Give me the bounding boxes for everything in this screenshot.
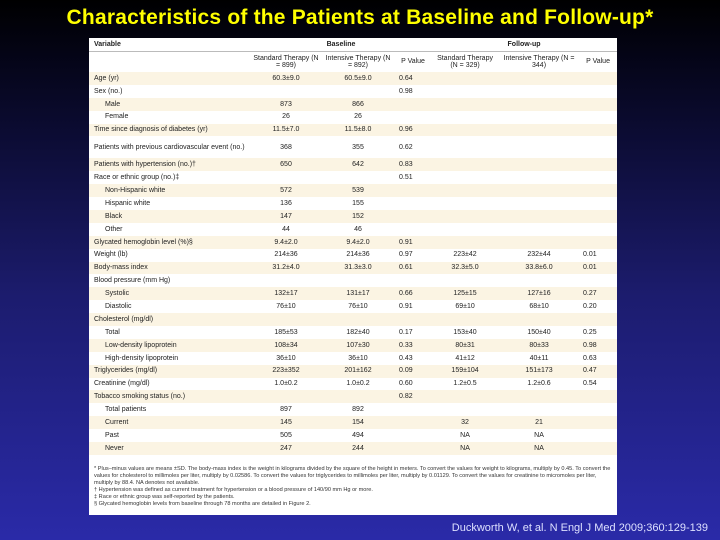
- table-row: [89, 184, 617, 197]
- baseline-intensive-cell: 214±36: [346, 251, 370, 259]
- followup-standard-cell: [431, 236, 499, 249]
- row-label: Age (yr): [94, 74, 119, 82]
- followup-pvalue-cell: 0.54: [583, 380, 597, 388]
- followup-pvalue-cell: [579, 124, 617, 137]
- followup-pvalue-cell: [579, 158, 617, 171]
- table-row: [89, 300, 617, 313]
- baseline-standard-cell: 147: [280, 212, 292, 220]
- row-label: Creatinine (mg/dl): [94, 380, 150, 388]
- row-label: Cholesterol (mg/dl): [94, 315, 154, 323]
- followup-pvalue-cell: [579, 98, 617, 111]
- baseline-intensive-cell: 107±30: [346, 341, 370, 349]
- followup-standard-cell: [431, 85, 499, 98]
- baseline-pvalue-cell: [395, 197, 431, 210]
- row-label: Female: [105, 113, 129, 121]
- baseline-standard-cell: [251, 85, 321, 98]
- row-label: Time since diagnosis of diabetes (yr): [94, 126, 208, 134]
- table-panel: [89, 38, 617, 515]
- followup-standard-cell: 153±40: [453, 328, 477, 336]
- baseline-intensive-cell: 131±17: [346, 290, 370, 298]
- baseline-intensive-cell: [321, 274, 395, 287]
- followup-standard-cell: [431, 98, 499, 111]
- baseline-standard-cell: 9.4±2.0: [274, 238, 298, 246]
- baseline-standard-cell: 572: [280, 187, 292, 194]
- baseline-intensive-cell: 1.0±0.2: [346, 380, 370, 388]
- baseline-pvalue-cell: 0.97: [399, 251, 413, 259]
- table-row: [89, 197, 617, 210]
- followup-intensive-cell: [499, 236, 579, 249]
- baseline-pvalue-cell: [395, 274, 431, 287]
- table-row: [89, 313, 617, 326]
- baseline-intensive-cell: 892: [352, 406, 364, 414]
- followup-pvalue-cell: [579, 111, 617, 124]
- table-row: [89, 442, 617, 455]
- footnote: ‡ Race or ethnic group was self-reported by the patients.: [94, 494, 235, 500]
- table-row: [89, 111, 617, 124]
- row-label: Past: [105, 431, 120, 439]
- followup-pvalue-cell: [579, 416, 617, 429]
- followup-standard-cell: [431, 403, 499, 416]
- followup-pvalue-cell: [579, 171, 617, 184]
- baseline-pvalue-cell: 0.09: [399, 367, 413, 375]
- followup-standard-cell: 159±104: [451, 367, 479, 375]
- baseline-pvalue-cell: 0.60: [399, 380, 413, 388]
- baseline-intensive-cell: 11.5±8.0: [344, 126, 372, 134]
- baseline-intensive-cell: [321, 390, 395, 403]
- row-label: Other: [105, 225, 123, 233]
- citation: Duckworth W, et al. N Engl J Med 2009;360:129-139: [451, 522, 708, 534]
- row-label: Sex (no.): [94, 87, 123, 95]
- row-label: Triglycerides (mg/dl): [94, 367, 158, 375]
- followup-intensive-cell: 1.2±0.6: [527, 380, 551, 388]
- table-row: [89, 85, 617, 98]
- baseline-intensive-cell: 642: [352, 161, 364, 169]
- row-label: Patients with previous cardiovascular event (no.): [94, 143, 245, 151]
- baseline-pvalue-cell: [395, 313, 431, 326]
- followup-intensive-cell: 80±33: [529, 341, 549, 349]
- row-label: Race or ethnic group (no.)‡: [94, 174, 180, 182]
- table-row: [89, 210, 617, 223]
- baseline-standard-cell: 247: [280, 444, 292, 452]
- baseline-pvalue-cell: [395, 184, 431, 197]
- followup-intensive-cell: [499, 111, 579, 124]
- followup-pvalue-cell: [579, 223, 617, 236]
- baseline-intensive-cell: 26: [354, 113, 362, 121]
- row-label: Blood pressure (mm Hg): [94, 277, 171, 285]
- followup-intensive-cell: [499, 85, 579, 98]
- row-label: Diastolic: [105, 303, 132, 311]
- row-label: Systolic: [105, 290, 130, 298]
- followup-intensive-cell: 127±16: [527, 290, 551, 298]
- followup-intensive-cell: [499, 274, 579, 287]
- followup-standard-cell: [431, 390, 499, 403]
- baseline-intensive-cell: 355: [352, 143, 364, 151]
- table-row: [89, 287, 617, 300]
- table-row: [89, 124, 617, 137]
- followup-standard-cell: [431, 223, 499, 236]
- baseline-intensive-cell: [321, 171, 395, 184]
- baseline-standard-cell: [251, 171, 321, 184]
- table-row: [89, 365, 617, 378]
- baseline-intensive-cell: 46: [354, 225, 362, 233]
- header-followup-pvalue: P Value: [586, 58, 610, 66]
- row-label: Glycated hemoglobin level (%)§: [94, 238, 193, 246]
- baseline-pvalue-cell: [395, 416, 431, 429]
- baseline-intensive-cell: 155: [352, 199, 364, 207]
- table-row: [89, 378, 617, 391]
- table-row: [89, 416, 617, 429]
- followup-pvalue-cell: 0.27: [583, 290, 597, 298]
- baseline-standard-cell: 505: [280, 431, 292, 439]
- baseline-intensive-cell: 76±10: [348, 303, 368, 311]
- baseline-standard-cell: 60.3±9.0: [272, 74, 300, 82]
- baseline-standard-cell: 26: [282, 113, 290, 121]
- followup-pvalue-cell: [579, 72, 617, 85]
- followup-pvalue-cell: 0.25: [583, 328, 597, 336]
- baseline-standard-cell: 897: [280, 406, 292, 414]
- followup-standard-cell: [431, 111, 499, 124]
- baseline-standard-cell: [251, 313, 321, 326]
- followup-intensive-cell: 151±173: [525, 367, 553, 375]
- row-label: Total patients: [105, 406, 147, 414]
- table-row: [89, 403, 617, 416]
- followup-intensive-cell: NA: [534, 444, 544, 452]
- followup-standard-cell: NA: [460, 444, 470, 452]
- header-baseline: Baseline: [251, 38, 431, 52]
- row-label: Hispanic white: [105, 199, 151, 207]
- followup-pvalue-cell: 0.01: [583, 251, 597, 259]
- baseline-pvalue-cell: 0.62: [399, 143, 413, 151]
- baseline-intensive-cell: [321, 85, 395, 98]
- followup-standard-cell: 80±31: [455, 341, 475, 349]
- followup-intensive-cell: 40±11: [529, 354, 549, 362]
- followup-standard-cell: 32.3±5.0: [451, 264, 479, 272]
- followup-pvalue-cell: [579, 136, 617, 158]
- baseline-intensive-cell: 9.4±2.0: [346, 238, 370, 246]
- baseline-intensive-cell: 154: [352, 419, 364, 427]
- baseline-pvalue-cell: 0.91: [399, 238, 413, 246]
- header-followup-standard: Standard Therapy (N = 329): [437, 54, 493, 69]
- baseline-pvalue-cell: 0.91: [399, 303, 413, 311]
- row-label: Never: [105, 444, 124, 452]
- table-row: [89, 390, 617, 403]
- followup-standard-cell: 69±10: [455, 303, 475, 311]
- followup-intensive-cell: [499, 136, 579, 158]
- baseline-intensive-cell: 494: [352, 431, 364, 439]
- characteristics-table: [89, 38, 617, 455]
- table-row: [89, 223, 617, 236]
- baseline-pvalue-cell: 0.98: [399, 87, 413, 95]
- baseline-pvalue-cell: [395, 98, 431, 111]
- baseline-standard-cell: [251, 390, 321, 403]
- followup-standard-cell: 32: [461, 419, 469, 427]
- followup-pvalue-cell: [579, 184, 617, 197]
- followup-standard-cell: [431, 72, 499, 85]
- followup-intensive-cell: [499, 72, 579, 85]
- footnote: * Plus–minus values are means ±SD. The body-mass index is the weight in kilograms divided by the square of the height in meters. To convert the values for weight to kilograms, multiply by 0.45. To convert the values for cholesterol to millimoles per liter, multiply by 0.02586. To convert the values for triglycerides to millimoles per liter, multiply by 0.01129. To convert the values for creatinine to micromoles per liter, multiply by 88.4. NA denotes not available.: [94, 466, 611, 486]
- followup-pvalue-cell: [579, 403, 617, 416]
- baseline-intensive-cell: 244: [352, 444, 364, 452]
- followup-standard-cell: [431, 184, 499, 197]
- table-row: [89, 72, 617, 85]
- baseline-pvalue-cell: 0.83: [399, 161, 413, 169]
- followup-intensive-cell: [499, 171, 579, 184]
- row-label: Tobacco smoking status (no.): [94, 393, 186, 401]
- followup-intensive-cell: NA: [534, 431, 544, 439]
- header-baseline-standard: Standard Therapy (N = 899): [253, 54, 319, 69]
- header-followup-intensive: Intensive Therapy (N = 344): [503, 54, 575, 69]
- baseline-pvalue-cell: 0.43: [399, 354, 413, 362]
- followup-pvalue-cell: 0.63: [583, 354, 597, 362]
- baseline-pvalue-cell: 0.66: [399, 290, 413, 298]
- followup-intensive-cell: 21: [535, 419, 543, 427]
- followup-standard-cell: NA: [460, 431, 470, 439]
- row-label: Low-density lipoprotein: [105, 341, 177, 349]
- followup-standard-cell: 125±15: [453, 290, 477, 298]
- header-variable: Variable: [89, 38, 251, 52]
- baseline-intensive-cell: 60.5±9.0: [344, 74, 372, 82]
- baseline-intensive-cell: 36±10: [348, 354, 368, 362]
- baseline-pvalue-cell: [395, 111, 431, 124]
- footnote: † Hypertension was defined as current treatment for hypertension or a blood pressure of 140/90 mm Hg or more.: [94, 487, 373, 493]
- row-label: High-density lipoprotein: [105, 354, 179, 362]
- followup-standard-cell: [431, 136, 499, 158]
- followup-intensive-cell: [499, 158, 579, 171]
- baseline-standard-cell: 76±10: [276, 303, 296, 311]
- table-row: [89, 262, 617, 275]
- followup-intensive-cell: [499, 124, 579, 137]
- table-row: [89, 352, 617, 365]
- followup-standard-cell: [431, 124, 499, 137]
- followup-intensive-cell: [499, 184, 579, 197]
- baseline-pvalue-cell: 0.82: [399, 393, 413, 401]
- baseline-standard-cell: 132±17: [274, 290, 298, 298]
- baseline-intensive-cell: 866: [352, 100, 364, 108]
- baseline-pvalue-cell: 0.64: [399, 74, 413, 82]
- followup-standard-cell: [431, 210, 499, 223]
- baseline-intensive-cell: 152: [352, 212, 364, 220]
- baseline-standard-cell: 136: [280, 199, 292, 207]
- table-body: [89, 72, 617, 455]
- followup-pvalue-cell: [579, 85, 617, 98]
- baseline-pvalue-cell: 0.33: [399, 341, 413, 349]
- footnote: § Glycated hemoglobin levels from baseline through 78 months are detailed in Figure 2.: [94, 501, 311, 507]
- table-row: [89, 249, 617, 262]
- followup-pvalue-cell: [579, 197, 617, 210]
- followup-pvalue-cell: 0.98: [583, 341, 597, 349]
- baseline-standard-cell: 1.0±0.2: [274, 380, 298, 388]
- followup-pvalue-cell: [579, 429, 617, 442]
- baseline-standard-cell: 185±53: [274, 328, 298, 336]
- baseline-standard-cell: 145: [280, 419, 292, 427]
- followup-pvalue-cell: [579, 313, 617, 326]
- row-label: Weight (lb): [94, 251, 128, 259]
- followup-pvalue-cell: [579, 274, 617, 287]
- baseline-intensive-cell: 31.3±3.0: [344, 264, 372, 272]
- followup-intensive-cell: [499, 390, 579, 403]
- baseline-pvalue-cell: [395, 429, 431, 442]
- followup-intensive-cell: 68±10: [529, 303, 549, 311]
- table-row: [89, 274, 617, 287]
- followup-pvalue-cell: [579, 210, 617, 223]
- baseline-pvalue-cell: [395, 442, 431, 455]
- baseline-standard-cell: 873: [280, 100, 292, 108]
- header-baseline-pvalue: P Value: [401, 58, 425, 66]
- baseline-intensive-cell: [321, 313, 395, 326]
- table-row: [89, 326, 617, 339]
- baseline-pvalue-cell: [395, 223, 431, 236]
- followup-intensive-cell: 150±40: [527, 328, 551, 336]
- table-row: [89, 339, 617, 352]
- baseline-pvalue-cell: 0.96: [399, 126, 413, 134]
- table-row: [89, 236, 617, 249]
- baseline-pvalue-cell: 0.61: [399, 264, 413, 272]
- followup-intensive-cell: 33.8±6.0: [525, 264, 553, 272]
- table-row: [89, 158, 617, 171]
- baseline-intensive-cell: 539: [352, 187, 364, 194]
- row-label: Non-Hispanic white: [105, 187, 166, 194]
- followup-intensive-cell: 232±44: [527, 251, 551, 259]
- table-row: [89, 98, 617, 111]
- baseline-intensive-cell: 182±40: [346, 328, 370, 336]
- followup-standard-cell: [431, 197, 499, 210]
- baseline-standard-cell: 650: [280, 161, 292, 169]
- followup-pvalue-cell: 0.20: [583, 303, 597, 311]
- row-label: Total: [105, 328, 120, 336]
- row-label: Current: [105, 419, 129, 427]
- followup-pvalue-cell: 0.47: [583, 367, 597, 375]
- baseline-standard-cell: 223±352: [272, 367, 300, 375]
- followup-pvalue-cell: [579, 390, 617, 403]
- table-row: [89, 136, 617, 158]
- followup-standard-cell: [431, 171, 499, 184]
- followup-standard-cell: 41±12: [455, 354, 475, 362]
- baseline-intensive-cell: 201±162: [344, 367, 372, 375]
- row-label: Patients with hypertension (no.)†: [94, 161, 196, 169]
- row-label: Male: [105, 100, 121, 108]
- table-row: [89, 171, 617, 184]
- header-followup: Follow-up: [431, 38, 617, 52]
- followup-intensive-cell: [499, 223, 579, 236]
- followup-standard-cell: [431, 158, 499, 171]
- followup-intensive-cell: [499, 197, 579, 210]
- followup-standard-cell: 223±42: [453, 251, 477, 259]
- baseline-standard-cell: 11.5±7.0: [272, 126, 300, 134]
- followup-pvalue-cell: [579, 442, 617, 455]
- followup-intensive-cell: [499, 210, 579, 223]
- baseline-standard-cell: 31.2±4.0: [272, 264, 300, 272]
- header-baseline-intensive: Intensive Therapy (N = 892): [325, 54, 391, 69]
- baseline-pvalue-cell: [395, 403, 431, 416]
- baseline-standard-cell: 214±36: [274, 251, 298, 259]
- baseline-pvalue-cell: 0.51: [399, 174, 413, 182]
- followup-intensive-cell: [499, 98, 579, 111]
- baseline-standard-cell: [251, 274, 321, 287]
- row-label: Black: [105, 212, 123, 220]
- baseline-standard-cell: 44: [282, 225, 290, 233]
- baseline-standard-cell: 36±10: [276, 354, 296, 362]
- followup-standard-cell: 1.2±0.5: [453, 380, 477, 388]
- followup-standard-cell: [431, 313, 499, 326]
- followup-pvalue-cell: [579, 236, 617, 249]
- footnotes: [94, 466, 612, 508]
- followup-intensive-cell: [499, 313, 579, 326]
- followup-standard-cell: [431, 274, 499, 287]
- table-row: [89, 429, 617, 442]
- row-label: Body-mass index: [94, 264, 148, 272]
- baseline-standard-cell: 368: [280, 143, 292, 151]
- followup-intensive-cell: [499, 403, 579, 416]
- baseline-standard-cell: 108±34: [274, 341, 298, 349]
- followup-pvalue-cell: 0.01: [583, 264, 597, 272]
- slide-title: Characteristics of the Patients at Baseline and Follow-up*: [66, 6, 654, 29]
- baseline-pvalue-cell: [395, 210, 431, 223]
- baseline-pvalue-cell: 0.17: [399, 328, 413, 336]
